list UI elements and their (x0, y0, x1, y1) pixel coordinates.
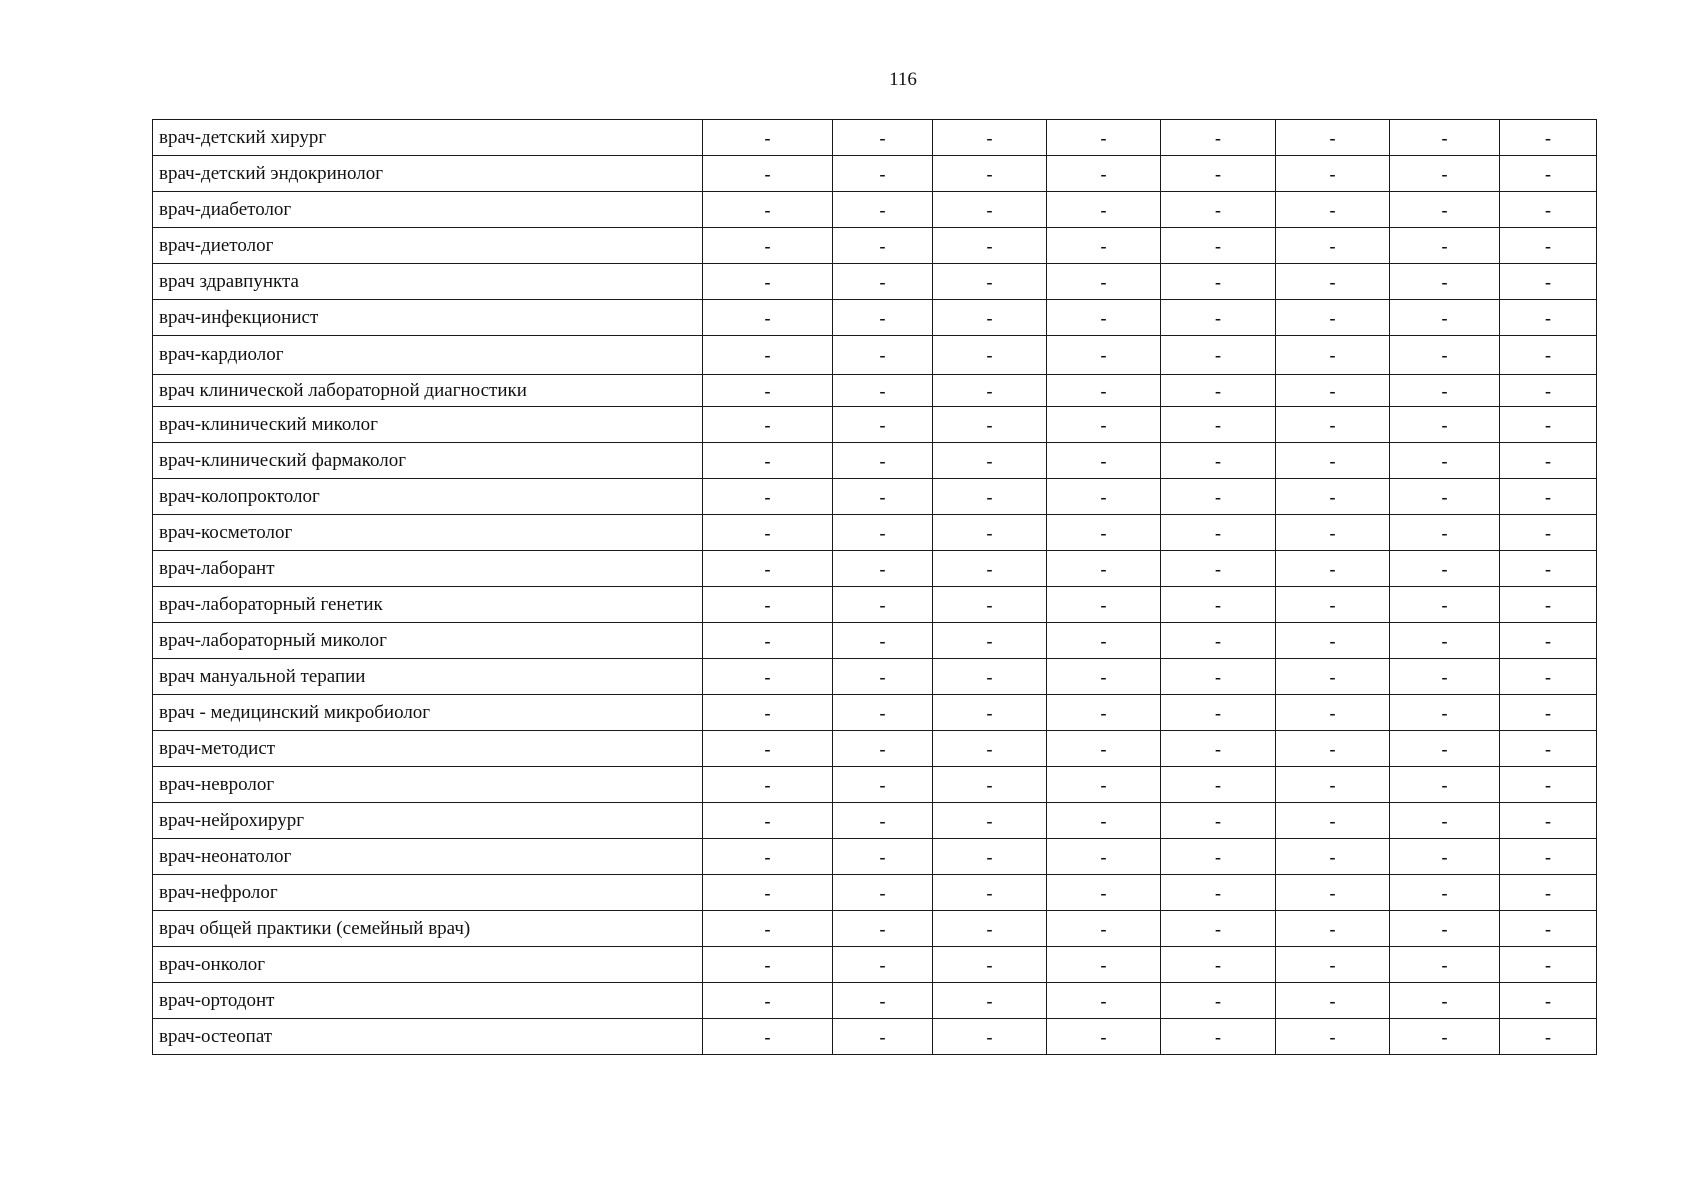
page-number: 116 (889, 69, 917, 90)
value-cell: - (933, 551, 1047, 587)
value-cell: - (703, 336, 833, 375)
value-cell: - (833, 983, 933, 1019)
specialty-name-cell: врач-ортодонт (153, 983, 703, 1019)
value-cell: - (1047, 731, 1161, 767)
value-cell: - (1390, 551, 1500, 587)
value-cell: - (1276, 515, 1390, 551)
value-cell: - (833, 1019, 933, 1055)
value-cell: - (1500, 192, 1597, 228)
value-cell: - (1500, 479, 1597, 515)
value-cell: - (833, 731, 933, 767)
value-cell: - (1390, 443, 1500, 479)
specialty-name-cell: врач-методист (153, 731, 703, 767)
value-cell: - (1500, 443, 1597, 479)
value-cell: - (933, 587, 1047, 623)
value-cell: - (1500, 407, 1597, 443)
value-cell: - (1047, 375, 1161, 407)
value-cell: - (1390, 407, 1500, 443)
value-cell: - (1390, 875, 1500, 911)
value-cell: - (1161, 983, 1276, 1019)
value-cell: - (1276, 551, 1390, 587)
value-cell: - (703, 264, 833, 300)
value-cell: - (703, 479, 833, 515)
value-cell: - (933, 264, 1047, 300)
value-cell: - (1047, 192, 1161, 228)
value-cell: - (1390, 911, 1500, 947)
value-cell: - (1161, 192, 1276, 228)
value-cell: - (703, 875, 833, 911)
specialty-name-cell: врач-нефролог (153, 875, 703, 911)
value-cell: - (1161, 875, 1276, 911)
value-cell: - (833, 156, 933, 192)
value-cell: - (1276, 803, 1390, 839)
value-cell: - (1161, 659, 1276, 695)
value-cell: - (1500, 839, 1597, 875)
specialty-name-cell: врач здравпункта (153, 264, 703, 300)
value-cell: - (833, 587, 933, 623)
specialty-name-cell: врач-кардиолог (153, 336, 703, 375)
specialty-name-cell: врач-онколог (153, 947, 703, 983)
table-row (153, 264, 1597, 300)
value-cell: - (833, 947, 933, 983)
value-cell: - (1390, 839, 1500, 875)
value-cell: - (1161, 443, 1276, 479)
value-cell: - (1047, 659, 1161, 695)
value-cell: - (703, 551, 833, 587)
value-cell: - (1161, 911, 1276, 947)
value-cell: - (933, 803, 1047, 839)
value-cell: - (1047, 767, 1161, 803)
value-cell: - (1390, 264, 1500, 300)
table-row (153, 300, 1597, 336)
value-cell: - (1390, 375, 1500, 407)
table-row (153, 659, 1597, 695)
table-row (153, 375, 1597, 407)
specialty-name-cell: врач общей практики (семейный врач) (153, 911, 703, 947)
value-cell: - (1390, 300, 1500, 336)
value-cell: - (933, 983, 1047, 1019)
value-cell: - (833, 911, 933, 947)
value-cell: - (1276, 156, 1390, 192)
value-cell: - (703, 120, 833, 156)
value-cell: - (1047, 695, 1161, 731)
value-cell: - (1500, 120, 1597, 156)
value-cell: - (933, 479, 1047, 515)
value-cell: - (1047, 156, 1161, 192)
value-cell: - (833, 623, 933, 659)
specialty-name-cell: врач-лабораторный миколог (153, 623, 703, 659)
value-cell: - (1161, 375, 1276, 407)
value-cell: - (703, 983, 833, 1019)
value-cell: - (933, 120, 1047, 156)
value-cell: - (1047, 1019, 1161, 1055)
value-cell: - (833, 264, 933, 300)
value-cell: - (1047, 875, 1161, 911)
value-cell: - (1500, 156, 1597, 192)
table-row (153, 192, 1597, 228)
value-cell: - (1276, 731, 1390, 767)
value-cell: - (1276, 192, 1390, 228)
value-cell: - (933, 192, 1047, 228)
value-cell: - (833, 228, 933, 264)
value-cell: - (933, 300, 1047, 336)
value-cell: - (703, 947, 833, 983)
value-cell: - (1390, 983, 1500, 1019)
value-cell: - (703, 443, 833, 479)
specialty-name-cell: врач-клинический миколог (153, 407, 703, 443)
value-cell: - (1047, 120, 1161, 156)
value-cell: - (1500, 983, 1597, 1019)
value-cell: - (1500, 336, 1597, 375)
value-cell: - (1047, 300, 1161, 336)
value-cell: - (1500, 228, 1597, 264)
specialty-name-cell: врач-диабетолог (153, 192, 703, 228)
value-cell: - (1161, 695, 1276, 731)
value-cell: - (703, 731, 833, 767)
value-cell: - (833, 336, 933, 375)
table-row (153, 767, 1597, 803)
value-cell: - (1161, 623, 1276, 659)
value-cell: - (1276, 875, 1390, 911)
value-cell: - (1047, 443, 1161, 479)
value-cell: - (1500, 911, 1597, 947)
value-cell: - (933, 443, 1047, 479)
value-cell: - (1047, 551, 1161, 587)
value-cell: - (1161, 156, 1276, 192)
value-cell: - (1161, 803, 1276, 839)
value-cell: - (1276, 587, 1390, 623)
value-cell: - (933, 659, 1047, 695)
value-cell: - (1500, 803, 1597, 839)
value-cell: - (1390, 479, 1500, 515)
value-cell: - (1047, 407, 1161, 443)
table-row (153, 983, 1597, 1019)
value-cell: - (833, 192, 933, 228)
value-cell: - (1047, 839, 1161, 875)
table-row (153, 695, 1597, 731)
value-cell: - (1390, 120, 1500, 156)
value-cell: - (1047, 336, 1161, 375)
value-cell: - (1500, 767, 1597, 803)
value-cell: - (1276, 839, 1390, 875)
value-cell: - (1161, 1019, 1276, 1055)
value-cell: - (933, 731, 1047, 767)
value-cell: - (1500, 947, 1597, 983)
value-cell: - (1276, 375, 1390, 407)
value-cell: - (1276, 336, 1390, 375)
specialty-name-cell: врач мануальной терапии (153, 659, 703, 695)
value-cell: - (1161, 767, 1276, 803)
value-cell: - (1390, 192, 1500, 228)
value-cell: - (1047, 479, 1161, 515)
value-cell: - (933, 911, 1047, 947)
value-cell: - (1161, 228, 1276, 264)
value-cell: - (1390, 587, 1500, 623)
value-cell: - (1161, 947, 1276, 983)
value-cell: - (1500, 695, 1597, 731)
value-cell: - (1276, 407, 1390, 443)
table-row (153, 803, 1597, 839)
value-cell: - (1047, 587, 1161, 623)
value-cell: - (833, 375, 933, 407)
table-row (153, 839, 1597, 875)
value-cell: - (1276, 983, 1390, 1019)
value-cell: - (933, 1019, 1047, 1055)
table-row (153, 623, 1597, 659)
value-cell: - (1276, 479, 1390, 515)
value-cell: - (833, 515, 933, 551)
value-cell: - (703, 192, 833, 228)
value-cell: - (1276, 767, 1390, 803)
value-cell: - (703, 300, 833, 336)
value-cell: - (1500, 375, 1597, 407)
value-cell: - (703, 407, 833, 443)
value-cell: - (703, 911, 833, 947)
value-cell: - (833, 407, 933, 443)
value-cell: - (1390, 767, 1500, 803)
value-cell: - (933, 695, 1047, 731)
value-cell: - (1500, 300, 1597, 336)
value-cell: - (1390, 515, 1500, 551)
value-cell: - (1047, 803, 1161, 839)
value-cell: - (1390, 731, 1500, 767)
value-cell: - (833, 551, 933, 587)
value-cell: - (1276, 300, 1390, 336)
table-row (153, 587, 1597, 623)
value-cell: - (833, 839, 933, 875)
value-cell: - (703, 695, 833, 731)
value-cell: - (833, 300, 933, 336)
table-row (153, 1019, 1597, 1055)
value-cell: - (933, 375, 1047, 407)
specialty-name-cell: врач-колопроктолог (153, 479, 703, 515)
value-cell: - (1500, 659, 1597, 695)
value-cell: - (1500, 1019, 1597, 1055)
value-cell: - (1390, 623, 1500, 659)
value-cell: - (1276, 228, 1390, 264)
value-cell: - (703, 803, 833, 839)
specialty-name-cell: врач-детский хирург (153, 120, 703, 156)
value-cell: - (1276, 443, 1390, 479)
value-cell: - (703, 1019, 833, 1055)
value-cell: - (1047, 515, 1161, 551)
value-cell: - (1047, 947, 1161, 983)
table-row (153, 731, 1597, 767)
value-cell: - (933, 623, 1047, 659)
value-cell: - (1500, 264, 1597, 300)
value-cell: - (1276, 120, 1390, 156)
table-body (153, 120, 1597, 1055)
value-cell: - (1047, 228, 1161, 264)
value-cell: - (933, 407, 1047, 443)
specialty-name-cell: врач-остеопат (153, 1019, 703, 1055)
value-cell: - (833, 659, 933, 695)
table-row (153, 911, 1597, 947)
value-cell: - (1390, 156, 1500, 192)
table-row (153, 551, 1597, 587)
value-cell: - (1161, 587, 1276, 623)
value-cell: - (703, 839, 833, 875)
specialty-name-cell: врач-диетолог (153, 228, 703, 264)
specialty-table (152, 119, 1597, 1055)
specialty-name-cell: врач-косметолог (153, 515, 703, 551)
value-cell: - (1390, 659, 1500, 695)
value-cell: - (833, 767, 933, 803)
value-cell: - (703, 767, 833, 803)
value-cell: - (1500, 515, 1597, 551)
value-cell: - (1500, 623, 1597, 659)
table-row (153, 479, 1597, 515)
value-cell: - (1390, 803, 1500, 839)
value-cell: - (1161, 300, 1276, 336)
value-cell: - (933, 336, 1047, 375)
table-row (153, 228, 1597, 264)
specialty-name-cell: врач-неонатолог (153, 839, 703, 875)
table-row (153, 443, 1597, 479)
value-cell: - (1161, 479, 1276, 515)
specialty-name-cell: врач-невролог (153, 767, 703, 803)
value-cell: - (1161, 551, 1276, 587)
value-cell: - (933, 839, 1047, 875)
value-cell: - (703, 587, 833, 623)
value-cell: - (1500, 875, 1597, 911)
value-cell: - (1500, 587, 1597, 623)
value-cell: - (833, 803, 933, 839)
specialty-name-cell: врач-лаборант (153, 551, 703, 587)
table-row (153, 407, 1597, 443)
table-row (153, 336, 1597, 375)
specialty-name-cell: врач клинической лабораторной диагностики (153, 375, 703, 407)
value-cell: - (933, 947, 1047, 983)
value-cell: - (703, 515, 833, 551)
value-cell: - (933, 767, 1047, 803)
value-cell: - (933, 156, 1047, 192)
value-cell: - (1161, 407, 1276, 443)
value-cell: - (1390, 1019, 1500, 1055)
value-cell: - (1047, 983, 1161, 1019)
value-cell: - (1500, 551, 1597, 587)
value-cell: - (1276, 1019, 1390, 1055)
value-cell: - (703, 375, 833, 407)
value-cell: - (833, 695, 933, 731)
table-row (153, 156, 1597, 192)
value-cell: - (833, 120, 933, 156)
value-cell: - (1276, 947, 1390, 983)
value-cell: - (1161, 120, 1276, 156)
value-cell: - (1047, 623, 1161, 659)
specialty-name-cell: врач-нейрохирург (153, 803, 703, 839)
value-cell: - (1390, 228, 1500, 264)
value-cell: - (1161, 515, 1276, 551)
value-cell: - (1390, 695, 1500, 731)
value-cell: - (1276, 911, 1390, 947)
value-cell: - (933, 228, 1047, 264)
specialty-name-cell: врач - медицинский микробиолог (153, 695, 703, 731)
value-cell: - (833, 875, 933, 911)
value-cell: - (1390, 336, 1500, 375)
value-cell: - (1161, 336, 1276, 375)
value-cell: - (703, 156, 833, 192)
value-cell: - (1500, 731, 1597, 767)
value-cell: - (1390, 947, 1500, 983)
value-cell: - (703, 659, 833, 695)
specialty-name-cell: врач-лабораторный генетик (153, 587, 703, 623)
value-cell: - (833, 479, 933, 515)
value-cell: - (1276, 659, 1390, 695)
value-cell: - (1161, 731, 1276, 767)
specialty-name-cell: врач-детский эндокринолог (153, 156, 703, 192)
table-row (153, 875, 1597, 911)
value-cell: - (1276, 623, 1390, 659)
specialty-name-cell: врач-клинический фармаколог (153, 443, 703, 479)
value-cell: - (703, 228, 833, 264)
value-cell: - (1047, 264, 1161, 300)
value-cell: - (1161, 264, 1276, 300)
value-cell: - (1276, 264, 1390, 300)
value-cell: - (1047, 911, 1161, 947)
value-cell: - (1161, 839, 1276, 875)
value-cell: - (933, 515, 1047, 551)
value-cell: - (933, 875, 1047, 911)
value-cell: - (703, 623, 833, 659)
table-row (153, 515, 1597, 551)
table-row (153, 120, 1597, 156)
value-cell: - (1276, 695, 1390, 731)
table-row (153, 947, 1597, 983)
specialty-name-cell: врач-инфекционист (153, 300, 703, 336)
value-cell: - (833, 443, 933, 479)
